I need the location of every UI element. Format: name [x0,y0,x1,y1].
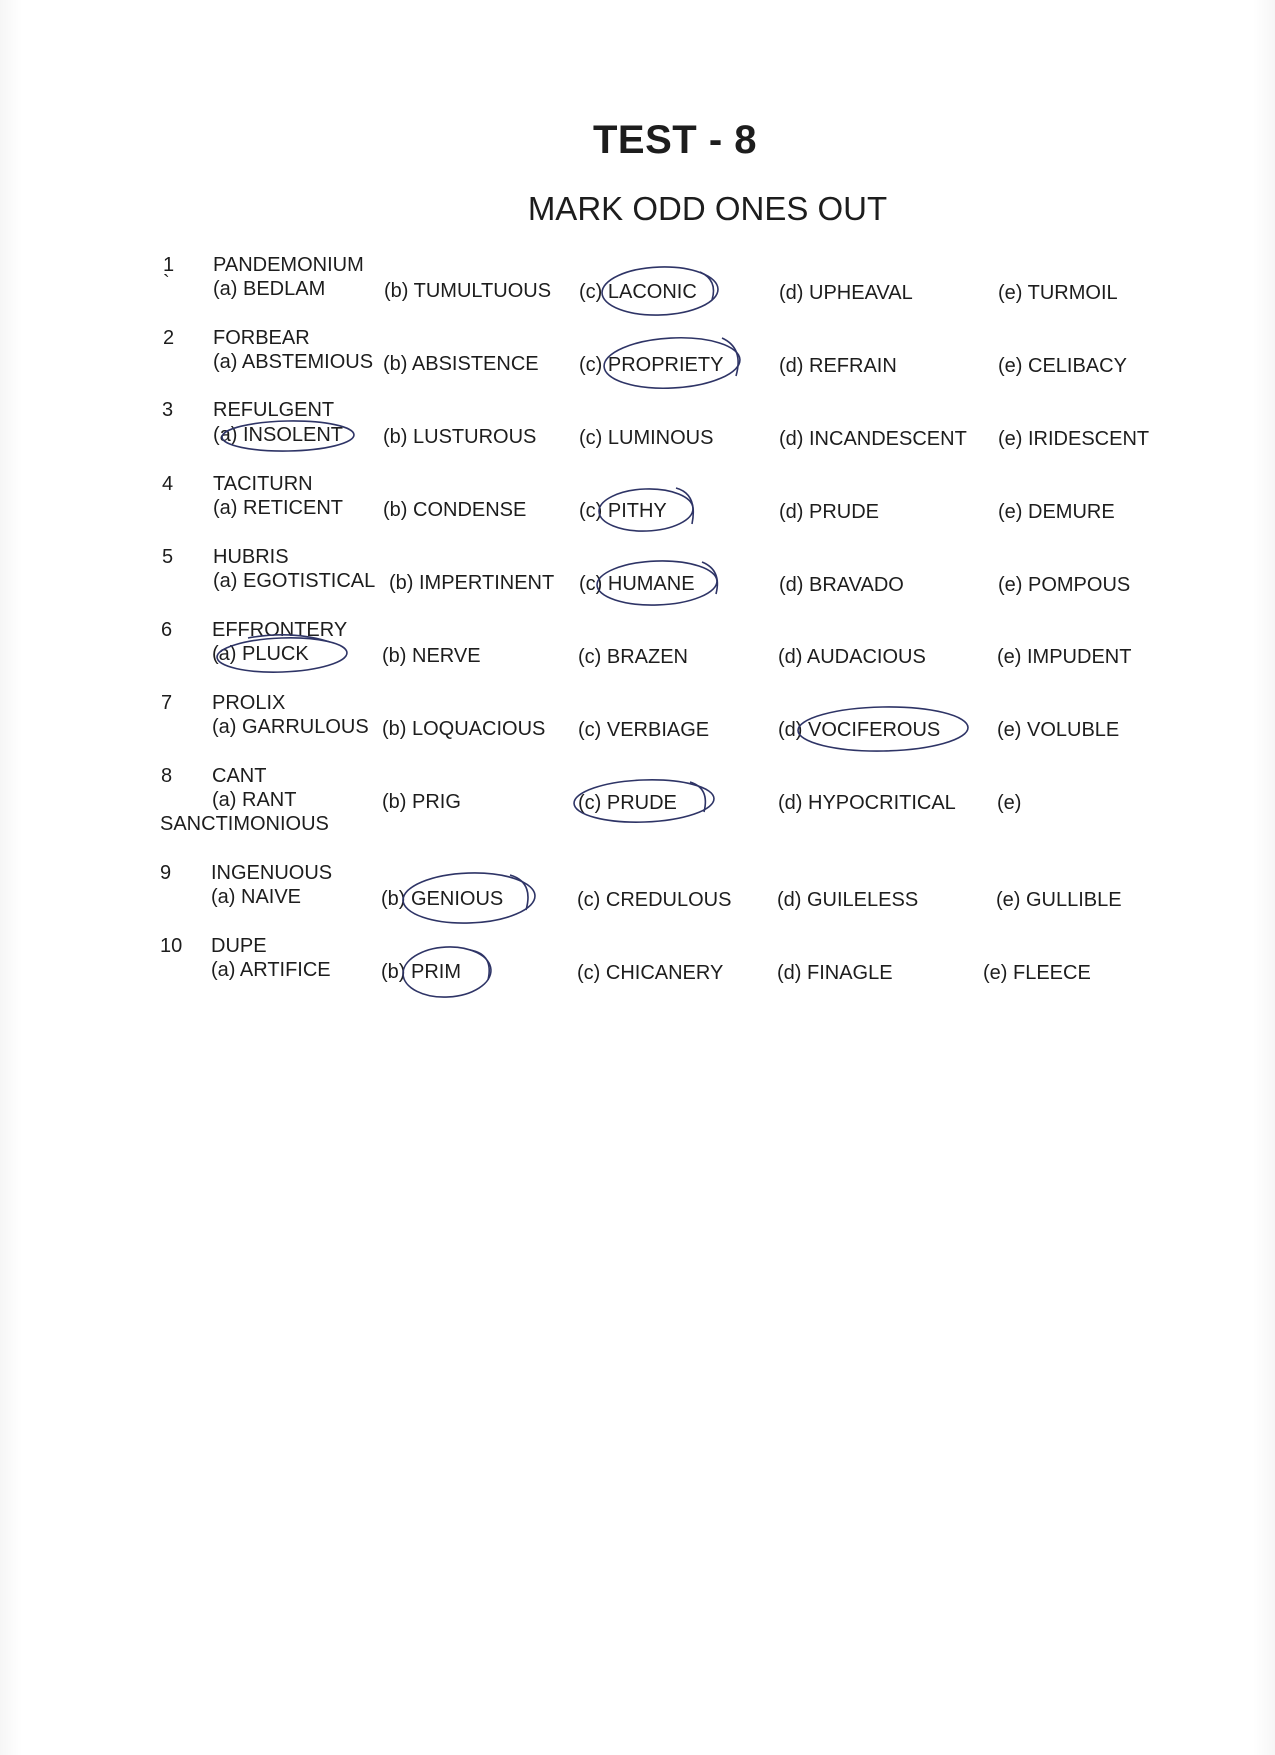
option-b[interactable]: (b) ABSISTENCE [383,353,539,375]
question-word: HUBRIS [213,546,289,568]
question-number: 7 [161,692,173,714]
option-c[interactable]: (c) VERBIAGE [578,719,710,741]
option-c[interactable]: (c) PITHY [579,500,667,522]
option-d[interactable]: (d) REFRAIN [779,355,897,377]
answer-circle-tail [676,488,693,524]
option-e[interactable]: (e) FLEECE [983,962,1091,984]
test-title: TEST - 8 [592,118,758,162]
question-number: 8 [161,765,173,787]
answer-circle-tail [702,562,717,594]
option-e[interactable]: (e) DEMURE [998,501,1115,523]
option-a[interactable]: (a) GARRULOUS [212,716,369,738]
answer-circle-tail [470,950,489,980]
option-e[interactable]: (e) TURMOIL [998,282,1118,304]
option-d[interactable]: (d) FINAGLE [777,962,893,984]
question-number: 1 [163,254,175,276]
option-c[interactable]: (c) BRAZEN [578,646,688,668]
answer-circle-tail [510,875,528,910]
option-b[interactable]: (b) GENIOUS [381,888,504,910]
answer-circle-tail [690,782,705,812]
option-d[interactable]: (d) UPHEAVAL [779,282,913,304]
option-d[interactable]: (d) INCANDESCENT [779,428,967,450]
option-b[interactable]: (b) TUMULTUOUS [384,280,552,302]
answer-circle-tail [700,272,714,300]
option-e[interactable]: (e) IRIDESCENT [998,428,1150,450]
option-d[interactable]: (d) VOCIFEROUS [778,719,941,741]
option-a[interactable]: (a) PLUCK [212,643,309,665]
option-e[interactable]: (e) VOLUBLE [997,719,1120,741]
option-c[interactable]: (c) LUMINOUS [579,427,714,449]
option-e[interactable]: (e) IMPUDENT [997,646,1132,668]
option-b[interactable]: (b) CONDENSE [383,499,527,521]
question-word: INGENUOUS [211,862,333,884]
question-word: PANDEMONIUM [213,254,364,276]
question-word: EFFRONTERY [212,619,348,641]
instructions: MARK ODD ONES OUT [527,190,888,227]
option-d[interactable]: (d) HYPOCRITICAL [778,792,956,814]
question-word: DUPE [211,935,267,957]
option-c[interactable]: (c) CHICANERY [577,962,724,984]
option-a[interactable]: (a) BEDLAM [213,278,326,300]
question-number: 5 [162,546,174,568]
question-number: 6 [161,619,173,641]
option-a[interactable]: (a) RETICENT [213,497,343,519]
scan-edge-left [0,0,22,1755]
option-a[interactable]: (a) NAIVE [211,886,302,908]
question-word: FORBEAR [213,327,310,349]
option-b[interactable]: (b) LOQUACIOUS [382,718,546,740]
scan-edge-right [1253,0,1275,1755]
option-c[interactable]: (c) PROPRIETY [579,354,724,376]
question-word: TACITURN [213,473,313,495]
option-d[interactable]: (d) PRUDE [779,501,880,523]
question-word: CANT [212,765,267,787]
question-number: 4 [162,473,174,495]
option-c[interactable]: (c) HUMANE [579,573,695,595]
question-number: 3 [162,399,174,421]
option-c[interactable]: (c) PRUDE [578,792,677,814]
question-number: 10 [160,935,183,957]
option-b[interactable]: (b) PRIG [382,791,461,813]
option-a[interactable]: (a) ABSTEMIOUS [213,351,374,373]
question-word: PROLIX [212,692,286,714]
option-b[interactable]: (b) LUSTUROUS [383,426,537,448]
question-number: 9 [160,862,172,884]
question-number: 2 [163,327,175,349]
option-e-overflow: SANCTIMONIOUS [160,813,329,835]
option-b[interactable]: (b) PRIM [381,961,461,983]
option-a[interactable]: (a) INSOLENT [213,424,344,446]
option-e[interactable]: (e) GULLIBLE [996,889,1122,911]
option-d[interactable]: (d) AUDACIOUS [778,646,926,668]
question-word: REFULGENT [213,399,335,421]
answer-circle-tail [722,338,738,376]
option-d[interactable]: (d) GUILELESS [777,889,919,911]
option-e[interactable]: (e) CELIBACY [998,355,1127,377]
option-c[interactable]: (c) CREDULOUS [577,889,732,911]
option-b[interactable]: (b) IMPERTINENT [389,572,555,594]
option-a[interactable]: (a) ARTIFICE [211,959,331,981]
option-a[interactable]: (a) RANT [212,789,297,811]
stray-mark: ` [163,272,170,294]
option-c[interactable]: (c) LACONIC [579,281,697,303]
option-d[interactable]: (d) BRAVADO [779,574,904,596]
option-e[interactable]: (e) [997,792,1022,814]
option-b[interactable]: (b) NERVE [382,645,481,667]
option-a[interactable]: (a) EGOTISTICAL [213,570,376,592]
option-e[interactable]: (e) POMPOUS [998,574,1131,596]
